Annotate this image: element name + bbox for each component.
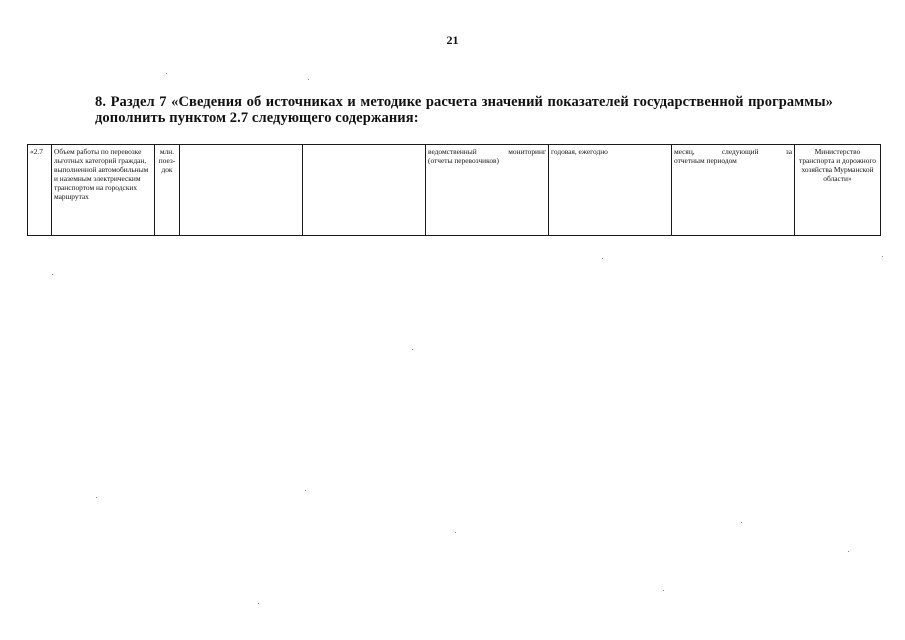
paragraph-line-1: 8. Раздел 7 «Сведения об источниках и методике расчета значений показателей государственной программы»: [95, 94, 833, 110]
cell-reporting-date: [672, 145, 795, 236]
scan-speck: [166, 73, 167, 74]
cell-unit: млн. поез-док: [155, 145, 180, 236]
scan-speck: [663, 590, 664, 591]
cell-indicator-name: Объем работы по перевозке льготных категорий граждан, выполненной автомобильным и наземным электрическим транспортом на городских маршрутах: [52, 145, 155, 236]
date-line-2: отчетным периодом: [674, 156, 737, 165]
scan-speck: [96, 497, 97, 498]
scan-speck: [258, 603, 259, 604]
scan-speck: [305, 490, 306, 491]
scan-speck: [741, 522, 742, 523]
source-line-1: ведомственный мониторинг: [428, 147, 546, 156]
scan-speck: [848, 551, 849, 552]
cell-data-source: [426, 145, 549, 236]
source-line-2: (отчеты перевозчиков): [428, 156, 499, 165]
indicator-table: [27, 144, 881, 236]
date-line-1: месяц, следующий за: [674, 147, 792, 156]
table-row: [28, 145, 881, 236]
cell-number: «2.7: [28, 145, 52, 236]
page-number: 21: [446, 33, 459, 47]
scan-speck: [412, 349, 413, 350]
amendment-paragraph: [95, 94, 833, 126]
cell-basic-indicators: [303, 145, 426, 236]
scan-speck: [308, 79, 309, 80]
paragraph-line-2: дополнить пунктом 2.7 следующего содержания:: [95, 110, 419, 126]
cell-responsible: Министерство транспорта и дорожного хозяйства Мурманской области»: [795, 145, 881, 236]
scan-speck: [602, 258, 603, 259]
scan-speck: [52, 274, 53, 275]
cell-periodicity: годовая, ежегодно: [549, 145, 672, 236]
scan-speck: [882, 256, 883, 257]
cell-formula: [180, 145, 303, 236]
scan-speck: [455, 532, 456, 533]
